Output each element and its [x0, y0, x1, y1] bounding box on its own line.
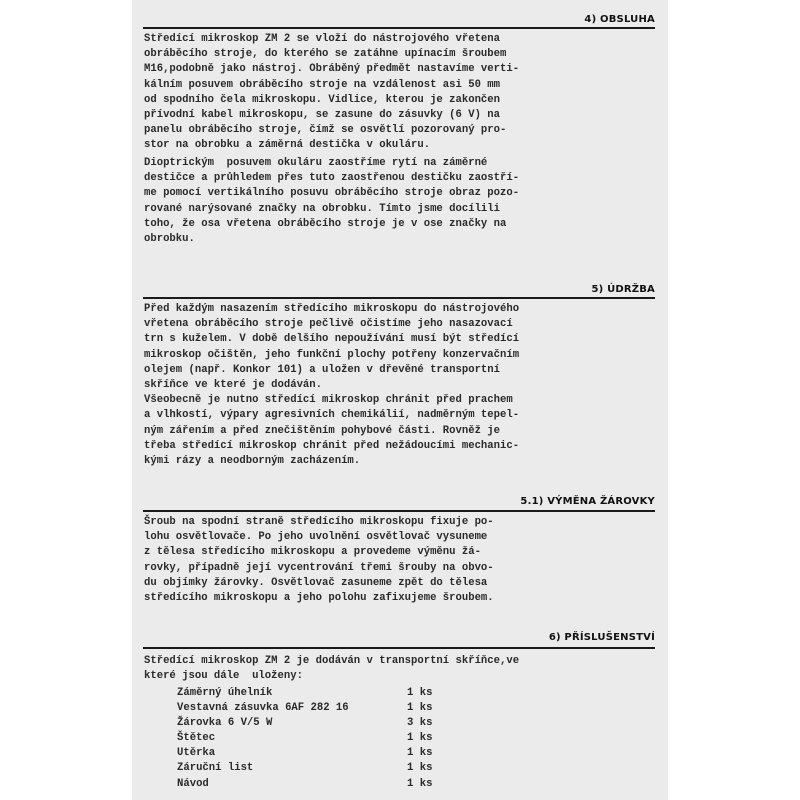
text-line: kálním posuvem obráběcího stroje na vzdálenost asi 50 mm	[144, 78, 501, 91]
accessory-name: Žárovka 6 V/5 W	[177, 717, 273, 730]
text-line: Před každým nasazením středícího mikroskopu do nástrojového	[144, 303, 520, 315]
section-rule	[143, 27, 655, 29]
section-rule	[143, 510, 655, 512]
accessory-item	[177, 761, 432, 776]
text-line: lohu osvětlovače. Po jeho uvolnění osvětlovač vysuneme	[144, 531, 488, 544]
text-line: Šroub na spodní straně středícího mikroskopu fixuje po-	[144, 516, 494, 528]
text-line: rované narýsované značky na obrobku. Tímto jsme docílili	[144, 202, 501, 215]
text-line: z tělesa středícího mikroskopu a provedeme výměnu žá-	[144, 546, 481, 559]
text-line: trn s kuželem. V době delšího nepoužívání musí být středící	[144, 333, 520, 346]
text-line: toho, že osa vřetena obráběcího stroje je v ose značky na	[144, 217, 507, 230]
accessory-name: Utěrka	[177, 747, 216, 760]
accessory-item	[177, 701, 432, 716]
section-body-udrzba	[144, 302, 644, 469]
text-line: třeba středící mikroskop chránit před nežádoucími mechanic-	[144, 439, 520, 452]
text-line: obrobku.	[144, 232, 195, 245]
text-line: Všeobecně je nutno středící mikroskop chránit před prachem	[144, 394, 513, 407]
text-line: obráběcího stroje, do kterého se zatáhne upínacím šroubem	[144, 48, 507, 61]
text-line: kými rázy a neodborným zacházením.	[144, 454, 361, 467]
text-line: mikroskop očištěn, jeho funkční plochy potřeny konzervačním	[144, 348, 520, 361]
accessory-item	[177, 716, 432, 731]
accessory-name: Záruční list	[177, 762, 254, 775]
text-line: panelu obráběcího stroje, čímž se osvětlí pozorovaný pro-	[144, 124, 507, 137]
text-line: od spodního čela mikroskopu. Vidlice, kterou je zakončen	[144, 93, 501, 106]
text-line: du objímky žárovky. Osvětlovač zasuneme zpět do tělesa	[144, 576, 488, 589]
text-line: Středící mikroskop ZM 2 se vloží do nástrojového vřetena	[144, 33, 501, 45]
section-body-obsluha-para2	[144, 156, 644, 247]
text-line: přívodní kabel mikroskopu, se zasune do zásuvky (6 V) na	[144, 108, 501, 121]
accessory-qty: 1 ks	[407, 687, 433, 699]
accessory-item	[177, 746, 432, 761]
text-line: a vlhkostí, výpary agresivních chemikálií, nadměrným tepel-	[144, 409, 520, 422]
text-line: středícího mikroskopu a jeho polohu zafixujeme šroubem.	[144, 591, 494, 604]
text-line: vřetena obráběcího stroje pečlivě očistíme jeho nasazovací	[144, 318, 513, 331]
accessory-list	[177, 686, 432, 792]
text-line: me pomocí vertikálního posuvu obráběcího stroje obraz pozo-	[144, 187, 520, 200]
text-line: skříňce ve které je dodáván.	[144, 378, 323, 391]
accessory-qty: 1 ks	[407, 762, 433, 775]
accessory-qty: 1 ks	[407, 777, 433, 790]
accessory-item	[177, 686, 432, 701]
section-heading-vymena-zarovky: 5.1) VÝMĚNA ŽÁROVKY	[520, 496, 655, 507]
accessory-name: Vestavná zásuvka 6AF 282 16	[177, 702, 349, 715]
accessory-qty: 1 ks	[407, 732, 433, 745]
text-line: olejem (např. Konkor 101) a uložen v dřevěné transportní	[144, 363, 501, 376]
section-rule	[143, 647, 655, 649]
accessory-name: Návod	[177, 777, 209, 790]
accessory-name: Štětec	[177, 732, 216, 745]
accessory-item	[177, 777, 432, 792]
document-page	[132, 0, 668, 800]
accessory-qty: 1 ks	[407, 747, 433, 760]
text-line: ným zářením a před znečištěním pohybové části. Rovněž je	[144, 424, 501, 437]
text-line: Středící mikroskop ZM 2 je dodáván v transportní skříňce,ve	[144, 655, 520, 667]
text-line: stor na obrobku a záměrná destička v okuláru.	[144, 139, 431, 152]
text-line: rovky, případně její vycentrování třemi šrouby na obvo-	[144, 561, 494, 574]
section-heading-udrzba: 5) ÚDRŽBA	[591, 284, 655, 295]
section-heading-prislusenstvi: 6) PŘÍSLUŠENSTVÍ	[548, 632, 655, 643]
section-body-vymena-zarovky	[144, 515, 644, 606]
accessory-qty: 1 ks	[407, 702, 433, 715]
section-rule	[143, 297, 655, 299]
text-line: Dioptrickým posuvem okuláru zaostříme rytí na záměrné	[144, 157, 488, 169]
accessory-qty: 3 ks	[407, 717, 433, 730]
section-body-prislusenstvi-intro	[144, 654, 644, 684]
accessory-name: Záměrný úhelník	[177, 687, 273, 699]
text-line: které jsou dále uloženy:	[144, 670, 303, 683]
section-heading-obsluha: 4) OBSLUHA	[584, 14, 655, 25]
text-line: M16,podobně jako nástroj. Obráběný předmět nastavíme verti-	[144, 63, 520, 76]
section-body-obsluha-para1	[144, 32, 644, 154]
text-line: destičce a průhledem přes tuto zaostřenou destičku zaostří-	[144, 172, 520, 185]
accessory-item	[177, 731, 432, 746]
